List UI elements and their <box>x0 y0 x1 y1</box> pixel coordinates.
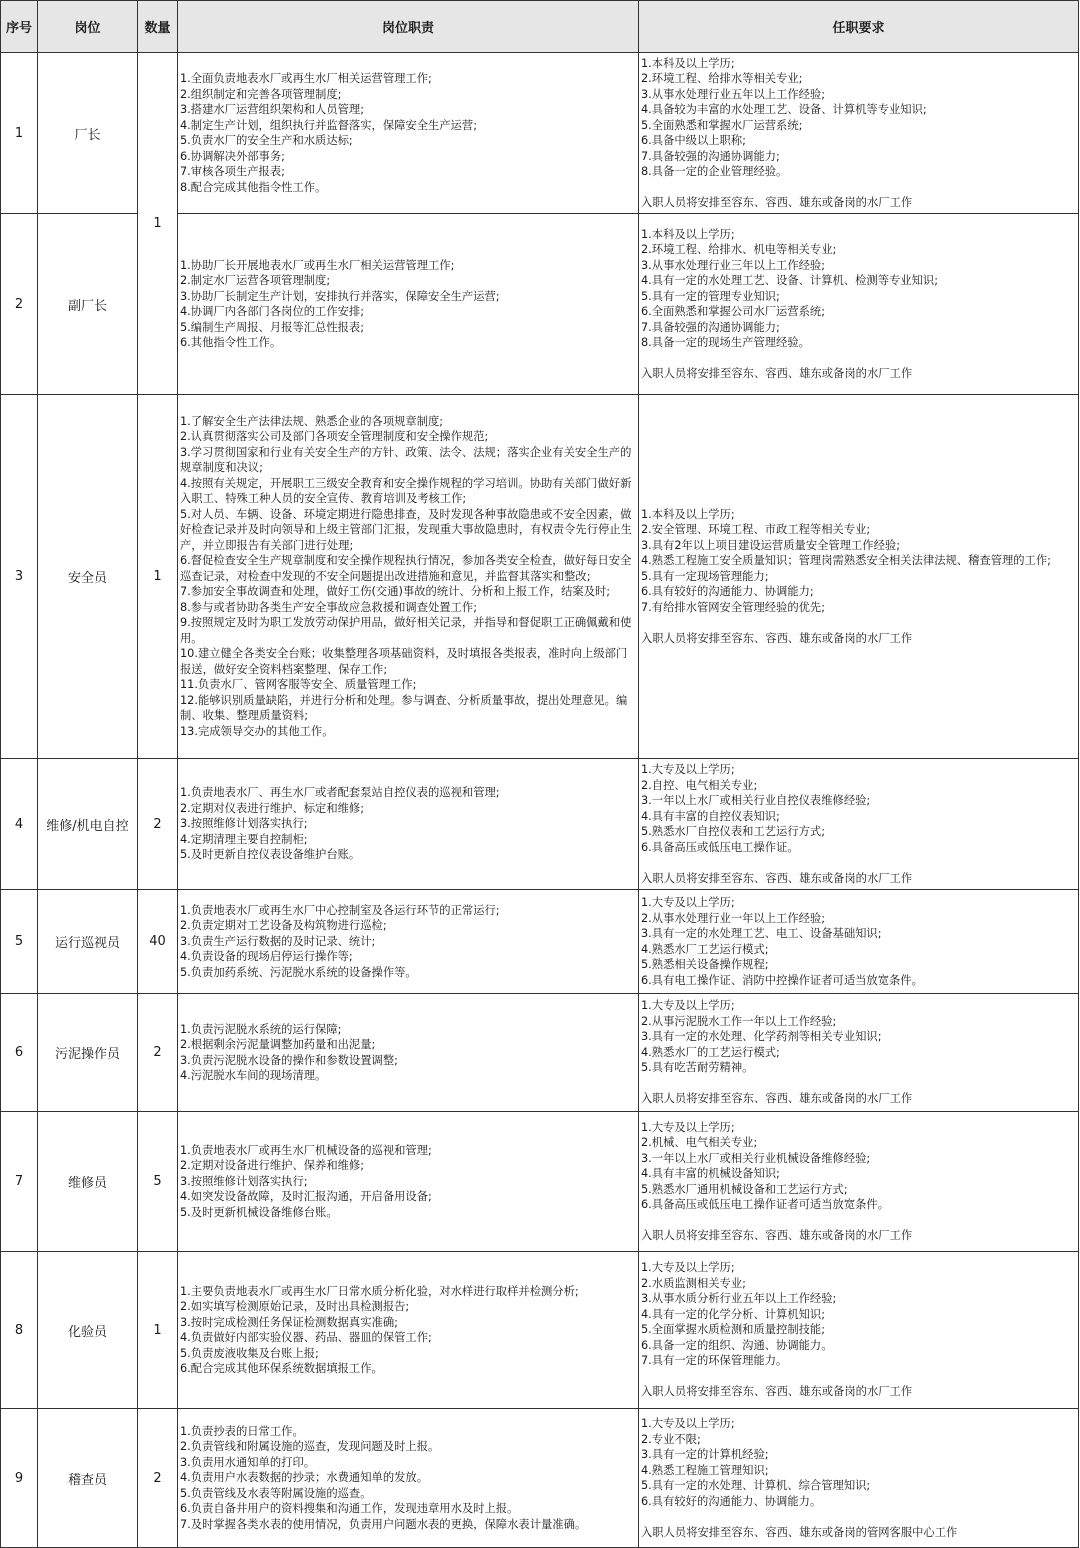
assignment-note: 入职人员将安排至容东、容西、雄东或备岗的水厂工作 <box>641 1229 913 1242</box>
list-item: 3.具有一定的水处理、化学药剂等相关专业知识; <box>641 1030 882 1044</box>
list-item: 1.负责污泥脱水系统的运行保障; <box>180 1022 342 1036</box>
list-item: 1.本科及以上学历; <box>641 507 735 521</box>
row-seq: 3 <box>1 395 38 759</box>
list-item: 6.具备中级以上职称; <box>641 134 746 147</box>
list-item: 6.具备高压或低压电工操作证者可适当放宽条件。 <box>641 1198 890 1211</box>
list-item: 3.协助厂长制定生产计划，安排执行并落实，保障安全生产运营; <box>180 289 500 303</box>
list-item: 6.负责自备井用户的资料搜集和沟通工作，发现违章用水及时上报。 <box>180 1502 519 1516</box>
row-seq: 7 <box>1 1112 38 1252</box>
list-item: 5.具有吃苦耐劳精神。 <box>641 1061 754 1075</box>
row-duties <box>178 1409 639 1548</box>
list-item: 6.具有较好的沟通能力、协调能力; <box>641 585 814 599</box>
header-position: 岗位 <box>38 1 138 53</box>
list-item: 6.具有电工操作证、消防中控操作证者可适当放宽条件。 <box>641 973 923 987</box>
list-item: 4.污泥脱水车间的现场清理。 <box>180 1069 327 1082</box>
list-item: 5.负责加药系统、污泥脱水系统的设备操作等。 <box>180 965 417 979</box>
list-item: 1.大专及以上学历; <box>641 999 735 1013</box>
list-item: 4.具备较为丰富的水处理工艺、设备、计算机等专业知识; <box>641 103 927 116</box>
row-duties <box>178 759 639 890</box>
list-item: 5.全面掌握水质检测和质量控制技能; <box>641 1323 826 1337</box>
list-item: 4.协调厂内各部门各岗位的工作安排; <box>180 305 365 318</box>
list-item: 4.负责做好内部实验仪器、药品、器皿的保管工作; <box>180 1331 432 1344</box>
list-item: 1.大专及以上学历; <box>641 1261 735 1275</box>
list-item: 1.了解安全生产法律法规、熟悉企业的各项规章制度; <box>180 414 444 428</box>
row-requirements <box>639 395 1079 759</box>
note-gap <box>641 1369 1077 1385</box>
assignment-note: 入职人员将安排至容东、容西、雄东或备岗的水厂工作 <box>641 871 913 885</box>
list-item: 1.负责抄表的日常工作。 <box>180 1424 304 1438</box>
list-item: 2.负责定期对工艺设备及构筑物进行巡检; <box>180 919 387 933</box>
row-seq: 8 <box>1 1252 38 1409</box>
table-row <box>1 994 1079 1112</box>
assignment-note: 入职人员将安排至容东、容西、雄东或备岗的水厂工作 <box>641 1092 913 1106</box>
list-item: 5.编制生产周报、月报等汇总性报表; <box>180 320 365 334</box>
list-item: 1.主要负责地表水厂或再生水厂日常水质分析化验，对水样进行取样并检测分析; <box>180 1284 579 1298</box>
list-item: 2.从事水处理行业一年以上工作经验; <box>641 911 826 925</box>
list-item: 4.按照有关规定，开展职工三级安全教育和安全操作规程的学习培训。协助有关部门做好新入职工、特殊工种人员的安全宣传、教育培训及考核工作; <box>180 476 632 506</box>
list-item: 7.有给排水管网安全管理经验的优先; <box>641 600 826 614</box>
row-duties <box>178 994 639 1112</box>
row-count: 40 <box>138 890 178 994</box>
row-count: 1 <box>138 1252 178 1409</box>
assignment-note: 入职人员将安排至容东、容西、雄东或备岗的水厂工作 <box>641 367 913 380</box>
list-item: 2.专业不限; <box>641 1432 701 1446</box>
row-requirements <box>639 759 1079 890</box>
row-count: 5 <box>138 1112 178 1252</box>
list-item: 3.具有2年以上项目建设运营质量安全管理工作经验; <box>641 538 901 552</box>
list-item: 5.负责废液收集及台账上报; <box>180 1346 319 1360</box>
note-gap <box>641 1509 1077 1525</box>
row-duties <box>178 1112 639 1252</box>
list-item: 3.一年以上水厂或相关行业自控仪表维修经验; <box>641 794 871 807</box>
note-gap <box>641 180 1077 196</box>
table-row <box>1 759 1079 890</box>
list-item: 3.按照维修计划落实执行; <box>180 817 308 831</box>
list-item: 3.从事水处理行业三年以上工作经验; <box>641 258 826 272</box>
list-item: 11.负责水厂、管网客服等安全、质量管理工作; <box>180 678 417 692</box>
list-item: 1.本科及以上学历; <box>641 56 735 70</box>
row-duties <box>178 1252 639 1409</box>
table-row <box>1 1409 1079 1548</box>
row-position: 安全员 <box>38 395 138 759</box>
list-item: 2.定期对仪表进行维护、标定和维修; <box>180 801 365 815</box>
list-item: 3.学习贯彻国家和行业有关安全生产的方针、政策、法令、法规；落实企业有关安全生产的规章制度和决议; <box>180 445 632 475</box>
row-requirements <box>639 1112 1079 1252</box>
header-seq: 序号 <box>1 1 38 53</box>
assignment-note: 入职人员将安排至容东、容西、雄东或备岗的水厂工作 <box>641 196 913 209</box>
list-item: 2.安全管理、环境工程、市政工程等相关专业; <box>641 523 871 537</box>
table-row <box>1 890 1079 994</box>
table-row <box>1 1112 1079 1252</box>
row-seq: 4 <box>1 759 38 890</box>
header-requirements: 任职要求 <box>639 1 1079 53</box>
list-item: 3.负责用水通知单的打印。 <box>180 1455 316 1469</box>
list-item: 4.熟悉水厂工艺运行模式; <box>641 942 769 956</box>
list-item: 2.如实填写检测原始记录，及时出具检测报告; <box>180 1300 410 1313</box>
list-item: 1.负责地表水厂或再生水厂机械设备的巡视和管理; <box>180 1143 432 1157</box>
list-item: 12.能够识别质量缺陷，并进行分析和处理。参与调查、分析质量事故，提出处理意见。编制、收集、整理质量资料; <box>180 693 628 723</box>
list-item: 3.负责生产运行数据的及时记录、统计; <box>180 934 376 948</box>
row-requirements <box>639 994 1079 1112</box>
row-position: 稽查员 <box>38 1409 138 1548</box>
row-requirements <box>639 53 1079 214</box>
list-item: 3.具有一定的计算机经验; <box>641 1448 769 1461</box>
list-item: 5.负责水厂的安全生产和水质达标; <box>180 134 353 147</box>
list-item: 5.具有一定现场管理能力; <box>641 569 769 583</box>
row-position: 运行巡视员 <box>38 890 138 994</box>
list-item: 2.环境工程、给排水、机电等相关专业; <box>641 243 837 256</box>
list-item: 1.协助厂长开展地表水厂或再生水厂相关运营管理工作; <box>180 258 455 272</box>
list-item: 4.具有一定的水处理工艺、设备、计算机、检测等专业知识; <box>641 274 939 287</box>
list-item: 4.熟悉工程施工安全质量知识；管理岗需熟悉安全相关法律法规、稽查管理的工作; <box>641 554 1051 568</box>
row-duties <box>178 214 639 395</box>
row-seq: 6 <box>1 994 38 1112</box>
table-row <box>1 395 1079 759</box>
list-item: 7.及时掌握各类水表的使用情况，负责用户问题水表的更换，保障水表计量准确。 <box>180 1517 587 1531</box>
row-count: 1 <box>138 53 178 395</box>
note-gap <box>641 855 1077 871</box>
list-item: 5.熟悉相关设备操作规程; <box>641 958 769 971</box>
row-position: 化验员 <box>38 1252 138 1409</box>
list-item: 6.全面熟悉和掌握公司水厂运营系统; <box>641 305 826 318</box>
list-item: 2.制定水厂运营各项管理制度; <box>180 274 331 287</box>
list-item: 4.具有丰富的自控仪表知识; <box>641 809 780 823</box>
list-item: 9.按照规定及时为职工发放劳动保护用品，做好相关记录，并指导和督促职工正确佩戴和使用。 <box>180 616 632 645</box>
list-item: 2.认真贯彻落实公司及部门各项安全管理制度和安全操作规范; <box>180 430 489 444</box>
assignment-note: 入职人员将安排至容东、容西、雄东或备岗的水厂工作 <box>641 631 913 645</box>
list-item: 1.全面负责地表水厂或再生水厂相关运营管理工作; <box>180 72 432 85</box>
list-item: 5.对人员、车辆、设备、环境定期进行隐患排查，及时发现各种事故隐患或不安全因素，做好检查记录并及时向领导和上级主管部门汇报，发现重大事故隐患时，有权责令先行停止生产，并立即报告有关部门进行处理; <box>180 507 632 552</box>
list-item: 6.其他指令性工作。 <box>180 336 282 349</box>
list-item: 3.一年以上水厂或相关行业机械设备维修经验; <box>641 1151 871 1165</box>
list-item: 6.具备一定的组织、沟通、协调能力。 <box>641 1338 833 1352</box>
list-item: 1.大专及以上学历; <box>641 896 735 909</box>
list-item: 7.具备较强的沟通协调能力; <box>641 320 780 334</box>
row-position: 污泥操作员 <box>38 994 138 1112</box>
note-gap <box>641 615 1077 631</box>
list-item: 5.具有一定的管理专业知识; <box>641 289 780 303</box>
list-item: 8.具备一定的现场生产管理经验。 <box>641 336 810 349</box>
header-duties: 岗位职责 <box>178 1 639 53</box>
list-item: 2.负责管线和附属设施的巡查，发现问题及时上报。 <box>180 1440 440 1454</box>
list-item: 4.具有一定的化学分析、计算机知识; <box>641 1307 826 1321</box>
row-position: 厂长 <box>38 53 138 214</box>
note-gap <box>641 351 1077 367</box>
list-item: 4.具有丰富的机械设备知识; <box>641 1167 780 1180</box>
row-duties <box>178 53 639 214</box>
row-count: 2 <box>138 994 178 1112</box>
list-item: 3.负责污泥脱水设备的操作和参数设置调整; <box>180 1053 398 1067</box>
list-item: 2.定期对设备进行维护、保养和维修; <box>180 1159 365 1173</box>
list-item: 5.及时更新自控仪表设备维护台账。 <box>180 848 361 862</box>
list-item: 5.熟悉水厂自控仪表和工艺运行方式; <box>641 825 826 838</box>
row-position: 维修/机电自控 <box>38 759 138 890</box>
list-item: 4.熟悉水厂的工艺运行模式; <box>641 1045 780 1059</box>
list-item: 1.负责地表水厂或再生水厂中心控制室及各运行环节的正常运行; <box>180 903 500 917</box>
list-item: 3.从事水质分析行业五年以上工作经验; <box>641 1292 837 1306</box>
list-item: 6.协调解决外部事务; <box>180 149 285 163</box>
list-item: 7.具备较强的沟通协调能力; <box>641 149 780 163</box>
list-item: 4.如突发设备故障，及时汇报沟通，开启备用设备; <box>180 1190 432 1204</box>
list-item: 2.自控、电气相关专业; <box>641 778 758 792</box>
note-gap <box>641 1213 1077 1229</box>
list-item: 2.组织制定和完善各项管理制度; <box>180 87 342 101</box>
list-item: 1.大专及以上学历; <box>641 1120 735 1134</box>
row-position: 维修员 <box>38 1112 138 1252</box>
list-item: 3.按时完成检测任务保证检测数据真实准确; <box>180 1315 398 1329</box>
header-count: 数量 <box>138 1 178 53</box>
list-item: 5.及时更新机械设备维修台账。 <box>180 1205 338 1219</box>
list-item: 7.审核各项生产报表; <box>180 165 285 178</box>
list-item: 2.机械、电气相关专业; <box>641 1136 758 1149</box>
row-duties <box>178 395 639 759</box>
row-requirements <box>639 214 1079 395</box>
list-item: 6.具有较好的沟通能力、协调能力。 <box>641 1494 822 1508</box>
row-requirements <box>639 890 1079 994</box>
list-item: 2.根据剩余污泥量调整加药量和出泥量; <box>180 1038 376 1051</box>
row-seq: 1 <box>1 53 38 214</box>
row-requirements <box>639 1409 1079 1548</box>
list-item: 4.负责设备的现场启停运行操作等; <box>180 950 353 964</box>
list-item: 2.环境工程、给排水等相关专业; <box>641 72 803 85</box>
list-item: 13.完成领导交办的其他工作。 <box>180 724 334 738</box>
list-item: 6.配合完成其他环保系统数据填报工作。 <box>180 1362 383 1375</box>
assignment-note: 入职人员将安排至容东、容西、雄东或备岗的管网客服中心工作 <box>641 1525 958 1539</box>
list-item: 6.督促检查安全生产规章制度和安全操作规程执行情况，参加各类安全检查，做好每日安全巡查记录，对检查中发现的不安全问题提出改进措施和意见，并监督其落实和整改; <box>180 554 632 583</box>
list-item: 4.熟悉工程施工管理知识; <box>641 1463 769 1477</box>
list-item: 4.定期清理主要自控制柜; <box>180 832 308 846</box>
list-item: 1.大专及以上学历; <box>641 763 735 776</box>
list-item: 1.大专及以上学历; <box>641 1417 735 1430</box>
list-item: 7.参加安全事故调查和处理，做好工伤(交通)事故的统计、分析和上报工作，结案及时; <box>180 585 611 599</box>
list-item: 5.具有一定的水处理、计算机、综合管理知识; <box>641 1479 871 1492</box>
list-item: 5.熟悉水厂通用机械设备和工艺运行方式; <box>641 1182 848 1196</box>
row-duties <box>178 890 639 994</box>
list-item: 3.搭建水厂运营组织架构和人员管理; <box>180 103 365 116</box>
list-item: 8.具备一定的企业管理经验。 <box>641 165 788 178</box>
list-item: 5.负责管线及水表等附属设施的巡查。 <box>180 1486 372 1500</box>
list-item: 5.全面熟悉和掌握水厂运营系统; <box>641 118 803 132</box>
table-row <box>1 1252 1079 1409</box>
row-position: 副厂长 <box>38 214 138 395</box>
list-item: 2.水质监测相关专业; <box>641 1276 746 1290</box>
table-row <box>1 53 1079 214</box>
list-item: 1.本科及以上学历; <box>641 227 735 241</box>
list-item: 3.按照维修计划落实执行; <box>180 1174 308 1188</box>
list-item: 6.具备高压或低压电工操作证。 <box>641 840 799 854</box>
row-seq: 9 <box>1 1409 38 1548</box>
list-item: 1.负责地表水厂、再生水厂或者配套泵站自控仪表的巡视和管理; <box>180 786 500 800</box>
row-requirements <box>639 1252 1079 1409</box>
list-item: 3.具有一定的水处理工艺、电工、设备基础知识; <box>641 927 882 940</box>
list-item: 4.制定生产计划，组织执行并监督落实，保障安全生产运营; <box>180 118 478 132</box>
header-row <box>1 1 1079 53</box>
list-item: 7.具有一定的环保管理能力。 <box>641 1354 788 1368</box>
list-item: 3.从事水处理行业五年以上工作经验; <box>641 87 826 101</box>
row-count: 1 <box>138 395 178 759</box>
list-item: 4.负责用户水表数据的抄录；水费通知单的发放。 <box>180 1471 429 1485</box>
list-item: 8.参与或者协助各类生产安全事故应急救援和调查处置工作; <box>180 600 478 614</box>
list-item: 10.建立健全各类安全台账；收集整理各项基础资料，及时填报各类报表，准时向上级部门报送，做好安全资料档案整理、保存工作; <box>180 647 628 676</box>
row-seq: 5 <box>1 890 38 994</box>
list-item: 8.配合完成其他指令性工作。 <box>180 180 327 194</box>
assignment-note: 入职人员将安排至容东、容西、雄东或备岗的水厂工作 <box>641 1385 913 1399</box>
row-count: 2 <box>138 759 178 890</box>
row-count: 2 <box>138 1409 178 1548</box>
list-item: 2.从事污泥脱水工作一年以上工作经验; <box>641 1014 837 1028</box>
note-gap <box>641 1076 1077 1092</box>
row-seq: 2 <box>1 214 38 395</box>
